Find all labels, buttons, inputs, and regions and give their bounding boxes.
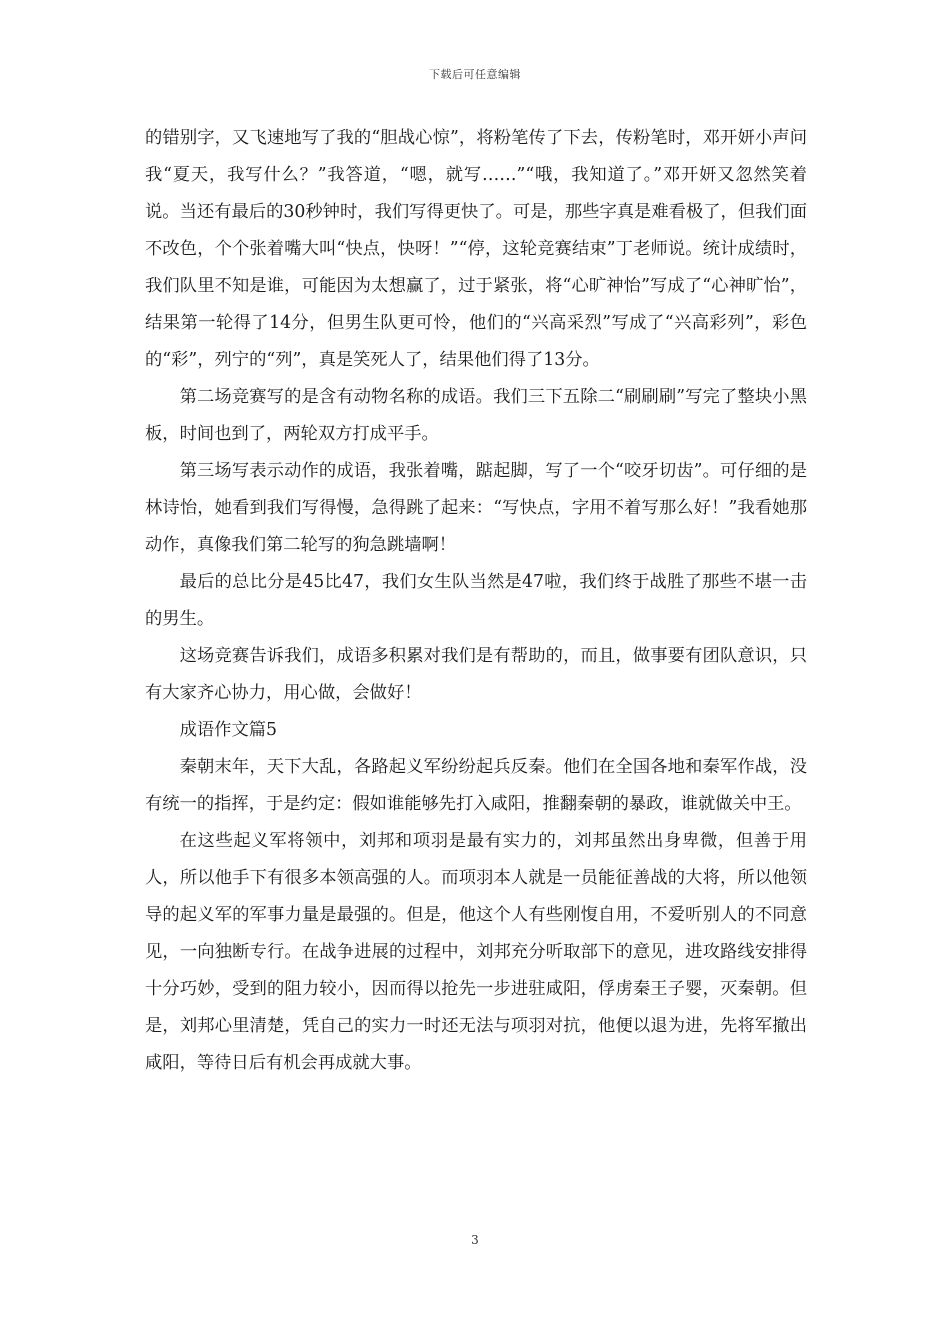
paragraph-conclusion: 这场竞赛告诉我们，成语多积累对我们是有帮助的，而且，做事要有团队意识，只有大家齐心协力，用心做，会做好！ <box>145 646 807 703</box>
paragraph-final-score: 最后的总比分是45比47，我们女生队当然是47啦，我们终于战胜了那些不堪一击的男生。 <box>145 572 807 629</box>
paragraph-second-round: 第二场竞赛写的是含有动物名称的成语。我们三下五除二“刷刷刷”写完了整块小黑板，时间也到了，两轮双方打成平手。 <box>145 387 807 444</box>
page-number: 3 <box>471 1233 479 1247</box>
document-body <box>145 120 807 1082</box>
paragraph-continuation: 的错别字，又飞速地写了我的“胆战心惊”，将粉笔传了下去，传粉笔时，邓开妍小声问我“夏天，我写什么？”我答道，“嗯，就写……”“哦，我知道了。”邓开妍又忽然笑着说。当还有最后的30秒钟时，我们写得更快了。可是，那些字真是难看极了，但我们面不改色，个个张着嘴大叫“快点，快呀！”“停，这轮竞赛结束”丁老师说。统计成绩时，我们队里不知是谁，可能因为太想赢了，过于紧张，将“心旷神怡”写成了“心神旷怡”，结果第一轮得了14分，但男生队更可怜，他们的“兴高采烈”写成了“兴高彩列”，彩色的“彩”，列宁的“列”，真是笑死人了，结果他们得了13分。 <box>145 128 807 370</box>
paragraph-third-round: 第三场写表示动作的成语，我张着嘴，踮起脚，写了一个“咬牙切齿”。可仔细的是林诗怡，她看到我们写得慢，急得跳了起来：“写快点，字用不着写那么好！”我看她那动作，真像我们第二轮写的狗急跳墙啊！ <box>145 461 807 555</box>
paragraph-liu-bang-xiang-yu: 在这些起义军将领中，刘邦和项羽是最有实力的，刘邦虽然出身卑微，但善于用人，所以他手下有很多本领高强的人。而项羽本人就是一员能征善战的大将，所以他领导的起义军的军事力量是最强的。但是，他这个人有些刚愎自用，不爱听别人的不同意见，一向独断专行。在战争进展的过程中，刘邦充分听取部下的意见，进攻路线安排得十分巧妙，受到的阻力较小，因而得以抢先一步进驻咸阳，俘虏秦王子婴，灭秦朝。但是，刘邦心里清楚，凭自己的实力一时还无法与项羽对抗，他便以退为进，先将军撤出咸阳，等待日后有机会再成就大事。 <box>145 831 807 1073</box>
paragraph-qin-dynasty: 秦朝末年，天下大乱，各路起义军纷纷起兵反秦。他们在全国各地和秦军作战，没有统一的指挥，于是约定：假如谁能够先打入咸阳，推翻秦朝的暴政，谁就做关中王。 <box>145 757 807 814</box>
section-heading: 成语作文篇5 <box>179 720 277 740</box>
page-header: 下载后可任意编辑 <box>429 68 521 81</box>
